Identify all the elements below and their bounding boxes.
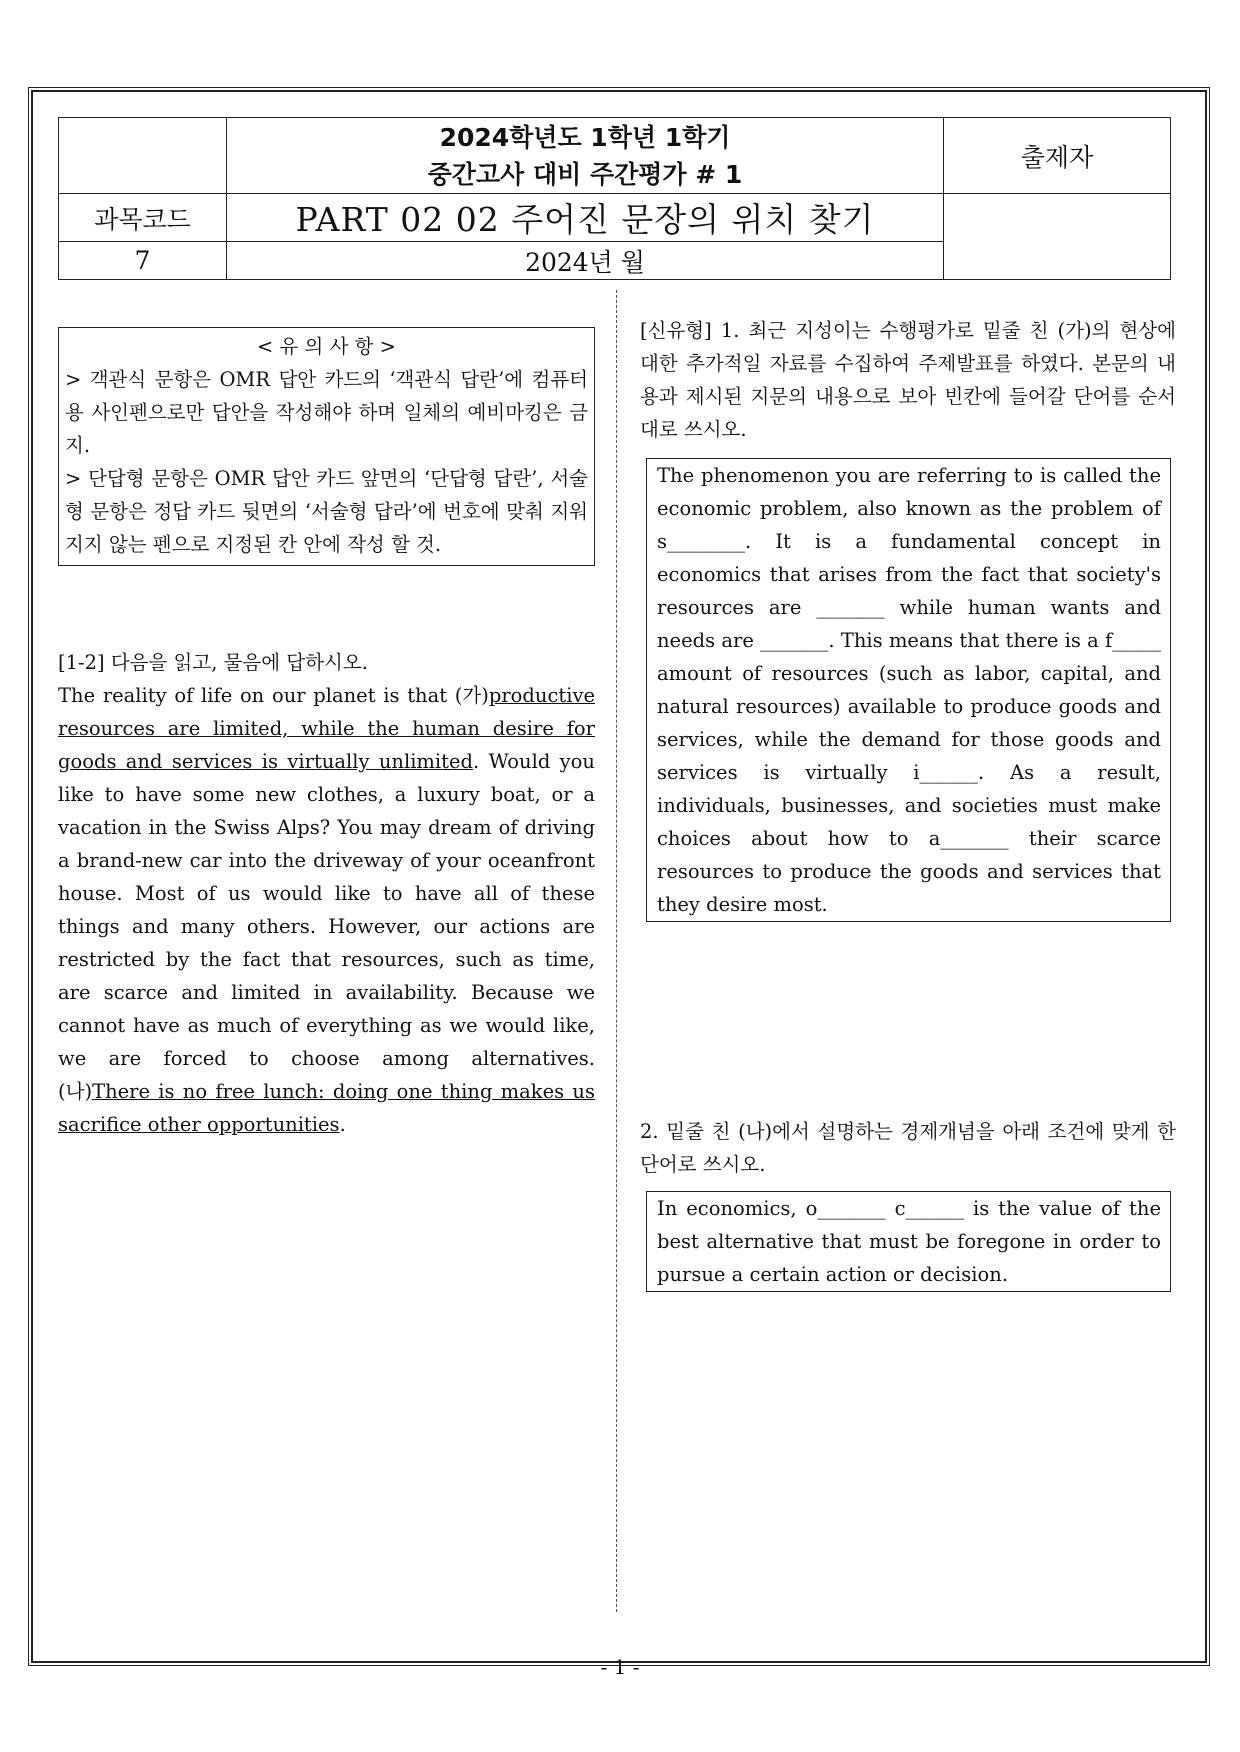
underlined-sentence-ga: productive resources are limited, while the human desire for goods and services is virtually unlimited [58, 684, 595, 773]
question-2-prompt: 2. 밑줄 친 (나)에서 설명하는 경제개념을 아래 조건에 맞게 한 단어로 쓰시오. [640, 1120, 1176, 1176]
passage-middle: . Would you like to have some new clothes, a luxury boat, or a vacation in the Swiss Alps? You may dream of driving a brand-new car into the driveway of your oceanfront house. Most of us would like to have all of these things and many others. However, our actions are restricted by the fact that resources, such as time, are scarce and limited in availability. Because we cannot have as much of everything as we would like, we are forced to choose among alternatives. [58, 750, 595, 1070]
label-ga: (가) [454, 684, 489, 707]
exam-header-table [58, 117, 1171, 280]
header-blank-cell [59, 118, 227, 194]
column-divider [616, 290, 617, 1612]
subject-code-value: 7 [59, 242, 227, 280]
label-na: (나) [58, 1080, 93, 1103]
author-signature-cell [944, 194, 1171, 280]
exam-title [227, 118, 944, 194]
subject-code-label: 과목코드 [59, 194, 227, 242]
exam-date: 2024년 월 [227, 242, 944, 280]
question-2-text-box: In economics, o_______ c______ is the value of the best alternative that must be foregone in order to pursue a certain action or decision. [646, 1191, 1171, 1292]
passage-end: . [339, 1113, 346, 1136]
passage-body [58, 679, 595, 1141]
question-1-prompt: [신유형] 1. 최근 지성이는 수행평가로 밑줄 친 (가)의 현상에 대한 추가적일 자료를 수집하여 주제발표를 하였다. 본문의 내용과 제시된 지문의 내용으로 보아 빈칸에 들어갈 단어를 순서대로 쓰시오. [640, 319, 1176, 441]
author-label: 출제자 [944, 118, 1171, 194]
notice-box [58, 327, 595, 566]
notice-item-short-answer: > 단답형 문항은 OMR 답안 카드 앞면의 ‘단답형 답란’, 서술형 문항은 정답 카드 뒷면의 ‘서술형 답라’에 번호에 맞춰 지워지지 않는 펜으로 지정된 칸 안에 작성 할 것. [65, 467, 588, 556]
underlined-sentence-na: There is no free lunch: doing one thing makes us sacrifice other opportunities [58, 1080, 595, 1136]
question-1-text-box: The phenomenon you are referring to is called the economic problem, also known as the problem of s________. It is a fundamental concept in economics that arises from the fact that society's resources are _______ while human wants and needs are _______. This means that there is a f_____ amount of resources (such as labor, capital, and natural resources) available to produce goods and services, while the demand for those goods and services is virtually i______. As a result, individuals, businesses, and societies must make choices about how to a_______ their scarce resources to produce the goods and services that they desire most. [646, 458, 1171, 922]
notice-item-objective: > 객관식 문항은 OMR 답안 카드의 ‘객관식 답란’에 컴퓨터용 사인펜으로만 답안을 작성해야 하며 일체의 예비마킹은 금지. [65, 368, 588, 457]
exam-title-line1: 2024학년도 1학년 1학기 [439, 122, 731, 152]
reading-passage [58, 646, 595, 1141]
page-number: - 1 - [600, 1655, 640, 1679]
exam-title-line2: 중간고사 대비 주간평가 # 1 [427, 159, 743, 189]
part-title: PART 02 02 주어진 문장의 위치 찾기 [227, 194, 944, 242]
passage-intro: The reality of life on our planet is that [58, 684, 455, 707]
passage-instruction: [1-2] 다음을 읽고, 물음에 답하시오. [58, 651, 368, 674]
notice-title: < 유 의 사 항 > [256, 335, 397, 358]
